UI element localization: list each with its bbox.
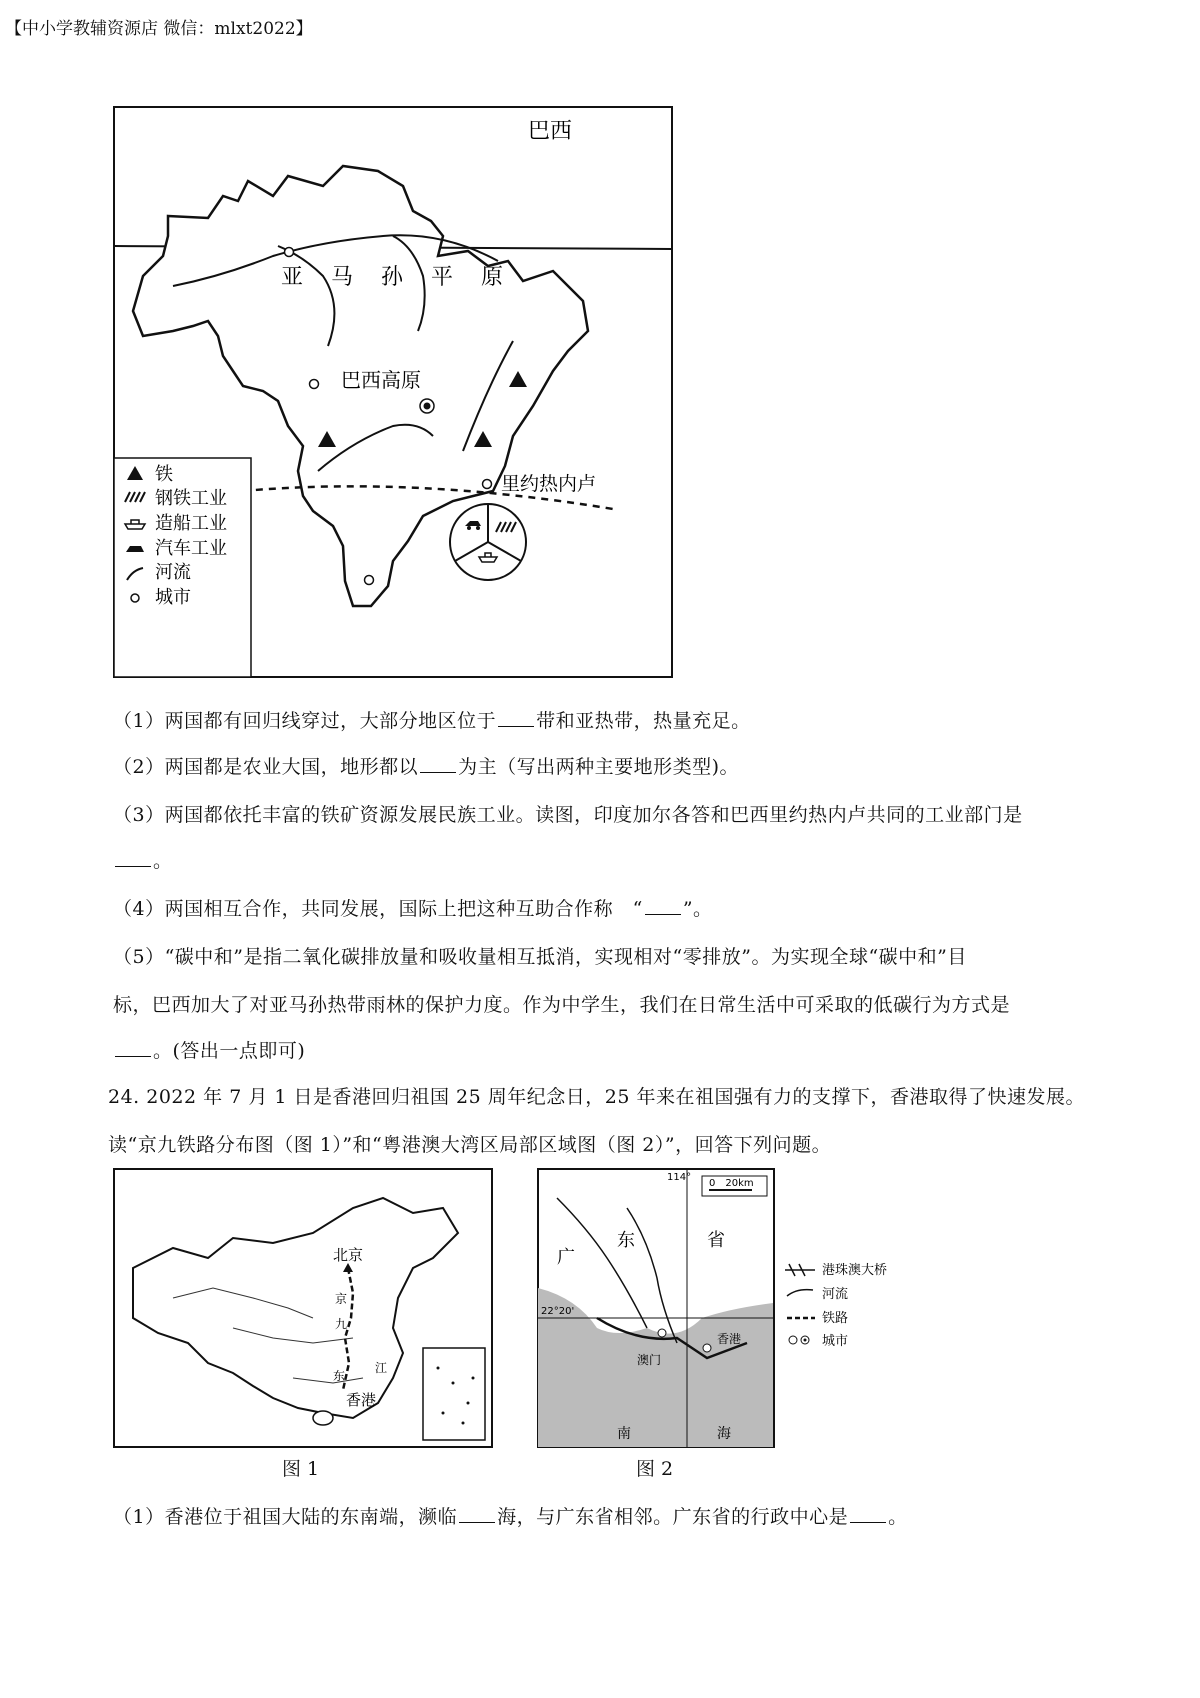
fig2-hai-label: 海 [717, 1426, 731, 1442]
fig2-legend-bridge: 港珠澳大桥 [822, 1263, 888, 1278]
fig2-latitude: 22°20' [541, 1306, 575, 1317]
map1-plain-label-3: 孙 [381, 265, 404, 290]
figure-2-bay-area-map [537, 1168, 937, 1448]
question-24-instruction: 读“京九铁路分布图（图 1）”和“粤港澳大湾区局部区域图（图 2）”，回答下列问题。 [108, 1134, 832, 1156]
map1-plateau-label: 巴西高原 [341, 368, 421, 392]
question-3: （3）两国都依托丰富的铁矿资源发展民族工业。读图，印度加尔各答和巴西里约热内卢共同的工业部门是 [113, 804, 1023, 826]
legend-river: 河流 [155, 562, 191, 583]
map1-plain-label-2: 马 [331, 265, 354, 290]
figure-1-caption: 图 1 [282, 1458, 320, 1480]
fig2-guang-label: 广 [557, 1247, 575, 1268]
fig1-beijing-label: 北京 [333, 1246, 364, 1264]
fig1-jing-label: 京 [335, 1292, 348, 1306]
fig1-dong-label: 东 [333, 1369, 346, 1383]
fig2-macao-label: 澳门 [637, 1353, 662, 1367]
fig1-jiu-label: 九 [335, 1317, 348, 1331]
question-5: （5）“碳中和”是指二氧化碳排放量和吸收量相互抵消，实现相对“零排放”。为实现全球“碳中和”目 [113, 946, 967, 968]
question-24-1: （1）香港位于祖国大陆的东南端，濒临 海，与广东省相邻。广东省的行政中心是 。 [113, 1506, 908, 1528]
legend-steel: 钢铁工业 [155, 488, 227, 509]
map1-city-label: 里约热内卢 [501, 473, 597, 495]
fig2-longitude: 114° [667, 1172, 692, 1183]
fig2-legend-city: 城市 [822, 1334, 849, 1349]
question-3-cont: 。 [113, 846, 173, 873]
fig2-scale: 0 20km [709, 1178, 754, 1189]
header-source: 【中小学教辅资源店 微信：mlxt2022】 [5, 19, 313, 39]
figure-2-caption: 图 2 [636, 1458, 674, 1480]
fig1-jiang-label: 江 [375, 1361, 388, 1375]
question-5-cont: 标，巴西加大了对亚马孙热带雨林的保护力度。作为中学生，我们在日常生活中可采取的低碳行为方式是 [113, 994, 1011, 1016]
legend-city: 城市 [155, 587, 191, 608]
fig2-nan-label: 南 [617, 1426, 631, 1442]
question-24-intro: 24. 2022 年 7 月 1 日是香港回归祖国 25 周年纪念日，25 年来在祖国强有力的支撑下，香港取得了快速发展。 [108, 1086, 1085, 1108]
question-5-end: 。(答出一点即可) [113, 1036, 305, 1063]
legend-iron: 铁 [155, 464, 173, 485]
legend-shipbuilding: 造船工业 [155, 513, 227, 534]
map1-plain-label-4: 平 [431, 265, 454, 290]
fig2-legend-railway: 铁路 [822, 1311, 849, 1326]
figure-1-china-map [113, 1168, 493, 1448]
fig2-hongkong-label: 香港 [717, 1332, 742, 1346]
fig1-hongkong-label: 香港 [346, 1391, 377, 1409]
fig2-legend-river: 河流 [822, 1287, 849, 1302]
brazil-map [113, 106, 673, 678]
legend-automobile: 汽车工业 [155, 538, 227, 559]
map1-country-label: 巴西 [528, 119, 573, 144]
question-4: （4）两国相互合作，共同发展，国际上把这种互助合作称 “ ”。 [113, 898, 713, 920]
fig2-sheng-label: 省 [707, 1230, 725, 1251]
map1-plain-label-1: 亚 [281, 265, 304, 290]
fig2-dong-label: 东 [617, 1230, 635, 1251]
question-2: （2）两国都是农业大国，地形都以 为主（写出两种主要地形类型)。 [113, 756, 740, 778]
question-1: （1）两国都有回归线穿过，大部分地区位于 带和亚热带，热量充足。 [113, 710, 751, 732]
map1-plain-label-5: 原 [481, 265, 504, 290]
